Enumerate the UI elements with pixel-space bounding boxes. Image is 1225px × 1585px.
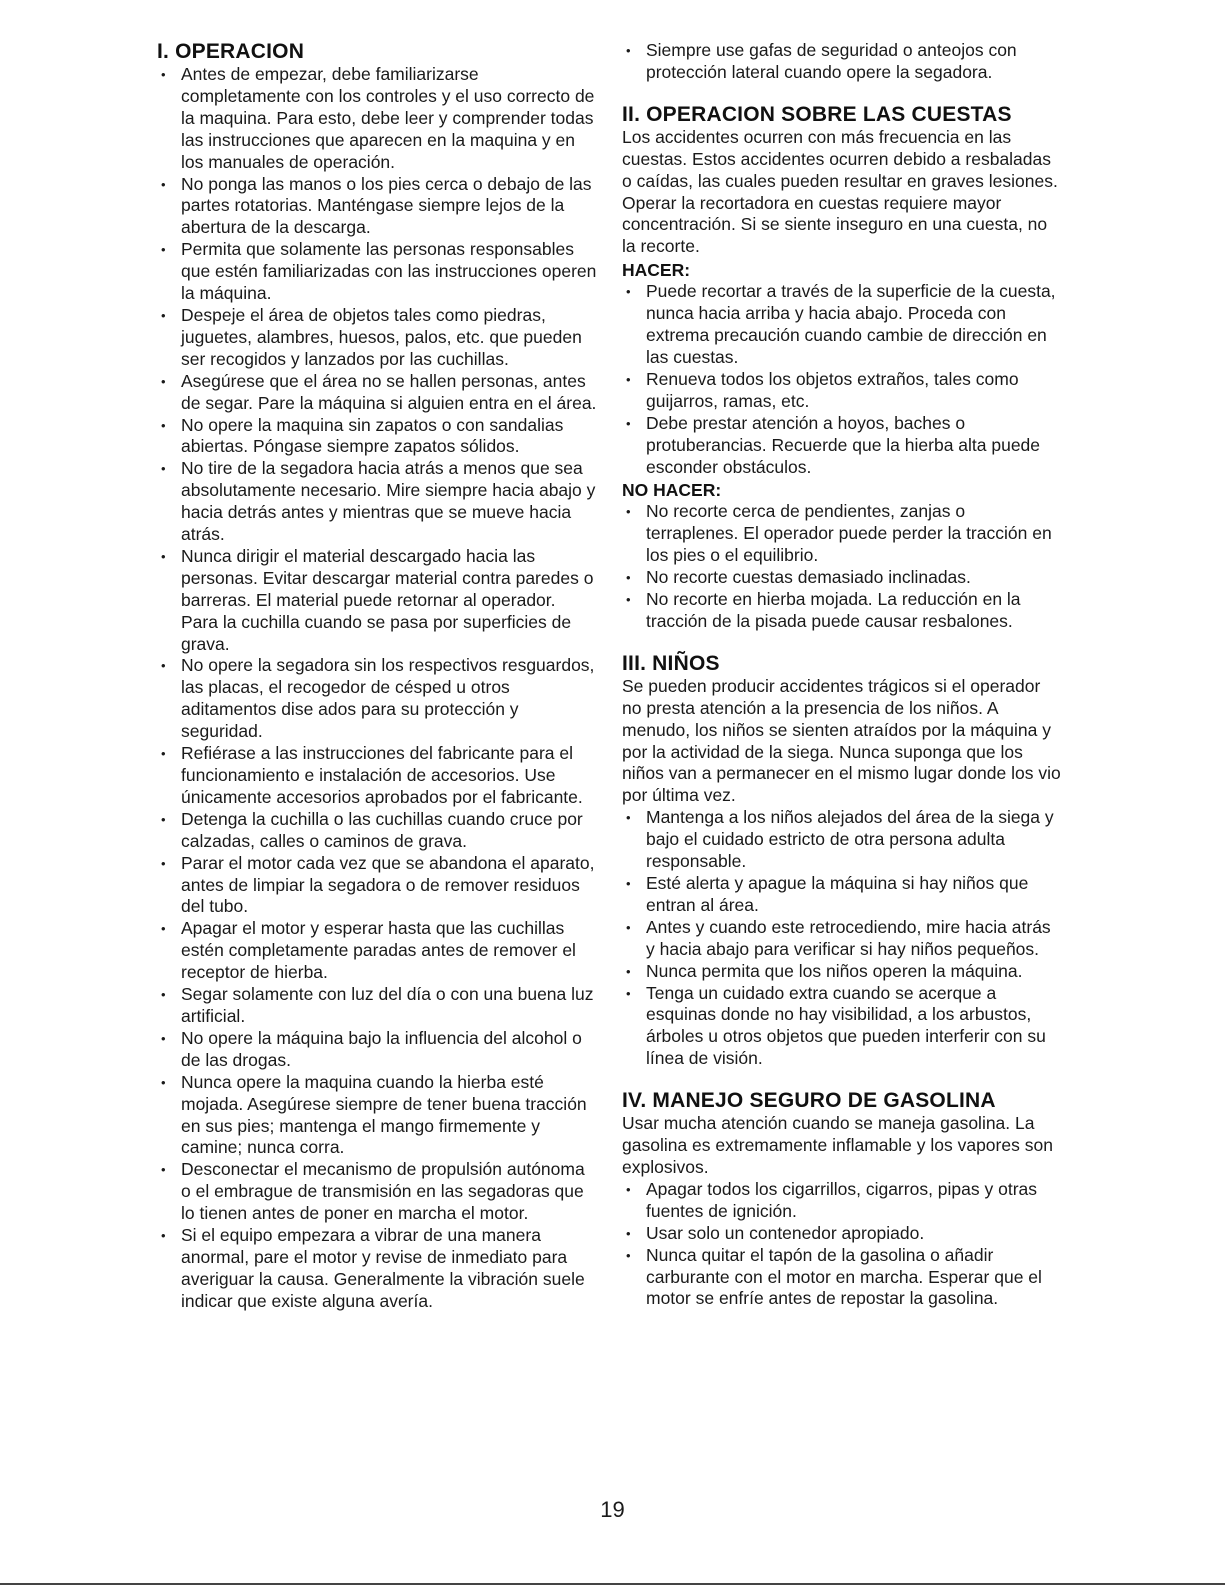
list-item: • Nunca opere la maquina cuando la hierba esté mojada. Asegúrese siempre de tener buena tracción en sus pies; mantenga el mango firmemente y camine; nunca corra. [157, 1072, 597, 1160]
list-item: • No tire de la segadora hacia atrás a menos que sea absolutamente necesario. Mire siempre hacia abajo y hacia detrás antes y mientras que se mueve hacia atrás. [157, 458, 597, 546]
section-heading-operacion: I. OPERACION [157, 40, 305, 63]
list-item: • Despeje el área de objetos tales como piedras, juguetes, alambres, huesos, palos, etc. que pueden ser recogidos y lanzados por las cuchillas. [157, 305, 597, 371]
list-item: • Permita que solamente las personas responsables que estén familiarizadas con las instrucciones operen la máquina. [157, 239, 597, 305]
left-column [157, 40, 597, 1313]
list-item: • No ponga las manos o los pies cerca o debajo de las partes rotatorias. Manténgase siempre lejos de la abertura de la descarga. [157, 174, 597, 240]
list-item: • Asegúrese que el área no se hallen personas, antes de segar. Pare la máquina si alguien entra en el área. [157, 371, 597, 415]
hacer-list [622, 281, 1062, 478]
list-item: • Si el equipo empezara a vibrar de una manera anormal, pare el motor y revise de inmediato para averiguar la causa. Generalmente la vibración suele indicar que existe alguna avería. [157, 1225, 597, 1313]
list-item: • Mantenga a los niños alejados del área de la siega y bajo el cuidado estricto de otra persona adulta responsable. [622, 807, 1062, 873]
list-item: • Antes de empezar, debe familiarizarse completamente con los controles y el uso correcto de la maquina. Para esto, debe leer y comprender todas las instrucciones que aparecen en la maquina y en los manuales de operación. [157, 64, 597, 174]
list-item: • Tenga un cuidado extra cuando se acerque a esquinas donde no hay visibilidad, a los arbustos, árboles u otros objetos que pueden interferir con su línea de visión. [622, 983, 1062, 1071]
section-heading-gasolina: IV. MANEJO SEGURO DE GASOLINA [622, 1089, 996, 1113]
list-item: • Siempre use gafas de seguridad o anteojos con protección lateral cuando opere la segadora. [622, 40, 1062, 84]
list-item: • Nunca dirigir el material descargado hacia las personas. Evitar descargar material contra paredes o barreras. El material puede retornar al operador. Para la cuchilla cuando se pasa por superficies de grava. [157, 546, 597, 656]
hacer-heading: HACER: [622, 260, 691, 281]
list-item: • Desconectar el mecanismo de propulsión autónoma o el embrague de transmisión en las segadoras que lo tienen antes de poner en marcha el motor. [157, 1159, 597, 1225]
list-item: • Segar solamente con luz del día o con una buena luz artificial. [157, 984, 597, 1028]
list-item: • Puede recortar a través de la superficie de la cuesta, nunca hacia arriba y hacia abajo. Proceda con extrema precaución cuando cambie de dirección en las cuestas. [622, 281, 1062, 369]
page-number: 19 [600, 1497, 625, 1522]
section-heading-cuestas: II. OPERACION SOBRE LAS CUESTAS [622, 102, 1012, 126]
list-item: • Nunca quitar el tapón de la gasolina o añadir carburante con el motor en marcha. Esperar que el motor se enfríe antes de repostar la gasolina. [622, 1245, 1062, 1311]
list-item: • No recorte en hierba mojada. La reducción en la tracción de la pisada puede causar resbalones. [622, 589, 1062, 633]
list-item: • Refiérase a las instrucciones del fabricante para el funcionamiento e instalación de accesorios. Use únicamente accesorios aprobados por el fabricante. [157, 743, 597, 809]
ninos-intro: Se pueden producir accidentes trágicos si el operador no presta atención a la presencia de los niños. A menudo, los niños se sienten atraídos por la máquina y por la actividad de la siega. Nunca suponga que los niños van a permanecer en el mismo lugar donde los vio por última vez. [622, 675, 1061, 806]
list-item: • Esté alerta y apague la máquina si hay niños que entran al área. [622, 873, 1062, 917]
list-item: • Debe prestar atención a hoyos, baches o protuberancias. Recuerde que la hierba alta puede esconder obstáculos. [622, 413, 1062, 479]
section-heading-ninos: III. NIÑOS [622, 651, 720, 675]
list-item: • Detenga la cuchilla o las cuchillas cuando cruce por calzadas, calles o caminos de grava. [157, 809, 597, 853]
ninos-list [622, 807, 1062, 1070]
list-item: • No opere la segadora sin los respectivos resguardos, las placas, el recogedor de césped u otros aditamentos dise ados para su protección y seguridad. [157, 655, 597, 743]
right-column [622, 40, 1062, 1310]
list-item: • No recorte cuestas demasiado inclinadas. [622, 567, 1062, 589]
gasolina-intro: Usar mucha atención cuando se maneja gasolina. La gasolina es extremamente inflamable y los vapores son explosivos. [622, 1113, 1053, 1177]
operacion-list [157, 64, 597, 1313]
no-hacer-heading: NO HACER: [622, 480, 722, 501]
gasolina-list [622, 1179, 1062, 1310]
list-item: • Nunca permita que los niños operen la máquina. [622, 961, 1062, 983]
no-hacer-list [622, 501, 1062, 632]
list-item: • Apagar el motor y esperar hasta que las cuchillas estén completamente paradas antes de remover el receptor de hierba. [157, 918, 597, 984]
operacion-continued-list [622, 40, 1062, 84]
list-item: • Apagar todos los cigarrillos, cigarros, pipas y otras fuentes de ignición. [622, 1179, 1062, 1223]
list-item: • No opere la maquina sin zapatos o con sandalias abiertas. Póngase siempre zapatos sólidos. [157, 415, 597, 459]
list-item: • No opere la máquina bajo la influencia del alcohol o de las drogas. [157, 1028, 597, 1072]
list-item: • No recorte cerca de pendientes, zanjas o terraplenes. El operador puede perder la tracción en los pies o el equilibrio. [622, 501, 1062, 567]
list-item: • Parar el motor cada vez que se abandona el aparato, antes de limpiar la segadora o de remover residuos del tubo. [157, 853, 597, 919]
cuestas-intro: Los accidentes ocurren con más frecuencia en las cuestas. Estos accidentes ocurren debido a resbaladas o caídas, las cuales pueden resultar en graves lesiones. Operar la recortadora en cuestas requiere mayor concentración. Si se siente inseguro en una cuesta, no la recorte. [622, 126, 1058, 257]
list-item: • Renueva todos los objetos extraños, tales como guijarros, ramas, etc. [622, 369, 1062, 413]
list-item: • Antes y cuando este retrocediendo, mire hacia atrás y hacia abajo para verificar si hay niños pequeños. [622, 917, 1062, 961]
list-item: • Usar solo un contenedor apropiado. [622, 1223, 1062, 1245]
